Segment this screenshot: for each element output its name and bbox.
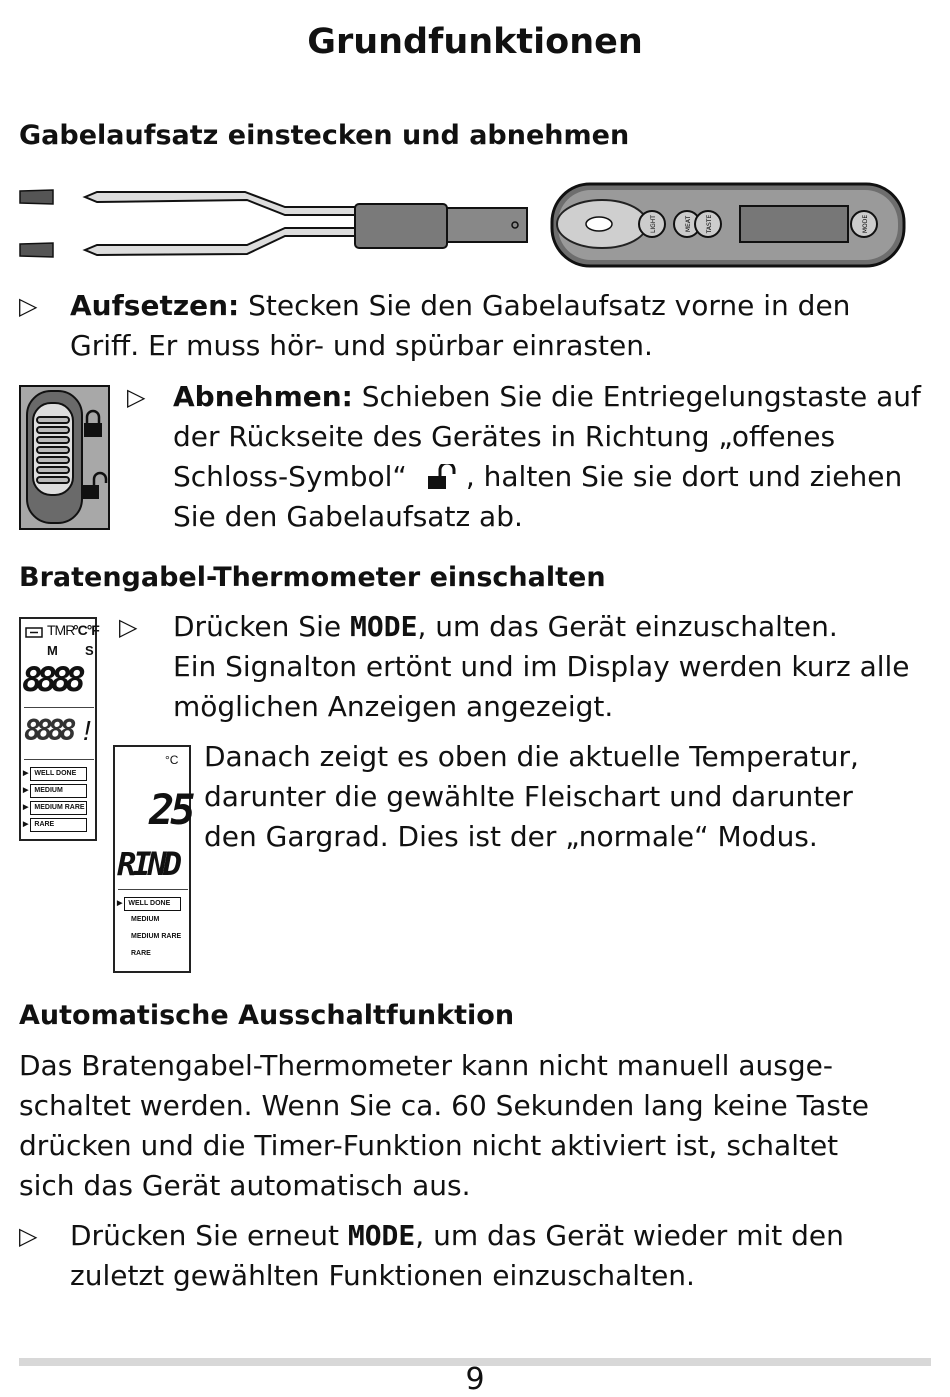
lcd-level-list: ▶ WELL DONE ▶ MEDIUM ▶ MEDIUM RARE ▶ RARE bbox=[23, 767, 95, 835]
lcd-level-medium: MEDIUM bbox=[30, 784, 87, 798]
section-heading-auto-off: Automatische Ausschaltfunktion bbox=[19, 1000, 515, 1031]
lcd-unit-label: °C°F bbox=[73, 622, 99, 638]
normal-mode-text-line2: darunter die gewählte Fleischart und darunter bbox=[204, 780, 853, 813]
light-button-label: LIGHT bbox=[650, 215, 657, 233]
lcd-tmr-label: TMR bbox=[47, 622, 75, 638]
section-heading-fork-attachment: Gabelaufsatz einstecken und abnehmen bbox=[19, 120, 630, 151]
lcd-level-medium-rare: MEDIUM RARE bbox=[30, 801, 87, 815]
lcd-text-segments: 8888 bbox=[24, 714, 72, 747]
switch-on-text-line2: Ein Signalton ertönt und im Display werden kurz alle bbox=[173, 650, 910, 683]
lcd-alert-mark: ! bbox=[83, 715, 91, 746]
lcd-normal-mode bbox=[113, 745, 191, 973]
switch-on-text: Drücken Sie bbox=[173, 610, 342, 643]
restart-text: Drücken Sie erneut bbox=[70, 1219, 339, 1252]
lcd-temperature: 25 bbox=[149, 785, 192, 834]
bullet-triangle-icon: ▷ bbox=[19, 1222, 38, 1250]
attach-text-line2: Griff. Er muss hör- und spürbar einrasten. bbox=[70, 329, 653, 362]
lcd-level-medium: MEDIUM bbox=[131, 916, 160, 923]
lcd-all-segments bbox=[19, 617, 97, 841]
remove-text-line3: Schloss-Symbol“ bbox=[173, 460, 407, 493]
restart-text-end: , um das Gerät wieder mit den bbox=[415, 1219, 844, 1252]
normal-mode-text-line3: den Gargrad. Dies ist der „normale“ Modus. bbox=[204, 820, 818, 853]
lcd-unit-label: °C bbox=[165, 753, 179, 767]
auto-off-paragraph bbox=[19, 1046, 869, 1206]
normal-mode-paragraph bbox=[204, 737, 859, 857]
auto-off-text-line4: sich das Gerät automatisch aus. bbox=[19, 1169, 471, 1202]
meat-button-label: MEAT bbox=[685, 215, 692, 233]
switch-on-text-line3: möglichen Anzeigen angezeigt. bbox=[173, 690, 614, 723]
page-number: 9 bbox=[465, 1362, 485, 1397]
open-lock-icon bbox=[426, 464, 466, 490]
auto-off-text-line2: schaltet werden. Wenn Sie ca. 60 Sekunden lang keine Taste bbox=[19, 1089, 870, 1122]
lcd-level-list: ▶ WELL DONE MEDIUM MEDIUM RARE RARE bbox=[117, 897, 189, 965]
remove-text-line4: Sie den Gabelaufsatz ab. bbox=[173, 500, 523, 533]
auto-off-text-line1: Das Bratengabel-Thermometer kann nicht manuell ausge- bbox=[19, 1049, 833, 1082]
lcd-level-rare: RARE bbox=[131, 950, 151, 957]
remove-text: Schieben Sie die Entriegelungstaste auf bbox=[361, 380, 921, 413]
normal-mode-text-line1: Danach zeigt es oben die aktuelle Temperatur, bbox=[204, 740, 859, 773]
bullet-triangle-icon: ▷ bbox=[19, 292, 38, 320]
auto-off-text-line3: drücken und die Timer-Funktion nicht aktiviert ist, schaltet bbox=[19, 1129, 839, 1162]
lcd-level-rare: RARE bbox=[30, 818, 87, 832]
release-latch-illustration bbox=[19, 385, 111, 531]
lcd-level-medium-rare: MEDIUM RARE bbox=[131, 933, 182, 940]
remove-paragraph bbox=[173, 377, 921, 537]
section-heading-switch-on: Bratengabel-Thermometer einschalten bbox=[19, 562, 606, 593]
lcd-level-well-done: WELL DONE bbox=[30, 767, 87, 781]
lcd-level-well-done-selected: WELL DONE bbox=[124, 897, 181, 911]
device-display-icon bbox=[740, 206, 848, 242]
remove-label: Abnehmen: bbox=[173, 380, 353, 413]
attach-label: Aufsetzen: bbox=[70, 289, 240, 322]
switch-on-text-end: , um das Gerät einzuschalten. bbox=[417, 610, 838, 643]
page-title: Grundfunktionen bbox=[307, 22, 643, 62]
attach-text: Stecken Sie den Gabelaufsatz vorne in den bbox=[248, 289, 851, 322]
fork-and-handle-illustration bbox=[15, 178, 915, 270]
lcd-minutes-label: M bbox=[47, 643, 58, 658]
lcd-seconds-label: S bbox=[85, 643, 94, 658]
battery-icon bbox=[25, 625, 45, 639]
restart-paragraph bbox=[70, 1216, 844, 1296]
remove-text-line2: der Rückseite des Gerätes in Richtung „offenes bbox=[173, 420, 836, 453]
switch-on-paragraph bbox=[173, 607, 910, 727]
attach-paragraph bbox=[70, 286, 850, 366]
mode-key-label: MODE bbox=[347, 1219, 416, 1252]
lcd-digits: 8888 bbox=[22, 660, 80, 700]
mode-key-label: MODE bbox=[350, 610, 418, 643]
bullet-triangle-icon: ▷ bbox=[127, 383, 146, 411]
lcd-meat-type: RIND bbox=[117, 845, 179, 883]
restart-text-line2: zuletzt gewählten Funktionen einzuschalten. bbox=[70, 1259, 695, 1292]
mode-button-label: MODE bbox=[862, 214, 869, 234]
remove-text-line3-end: , halten Sie sie dort und ziehen bbox=[465, 460, 903, 493]
taste-button-label: TASTE bbox=[706, 214, 713, 234]
bullet-triangle-icon: ▷ bbox=[119, 613, 138, 641]
